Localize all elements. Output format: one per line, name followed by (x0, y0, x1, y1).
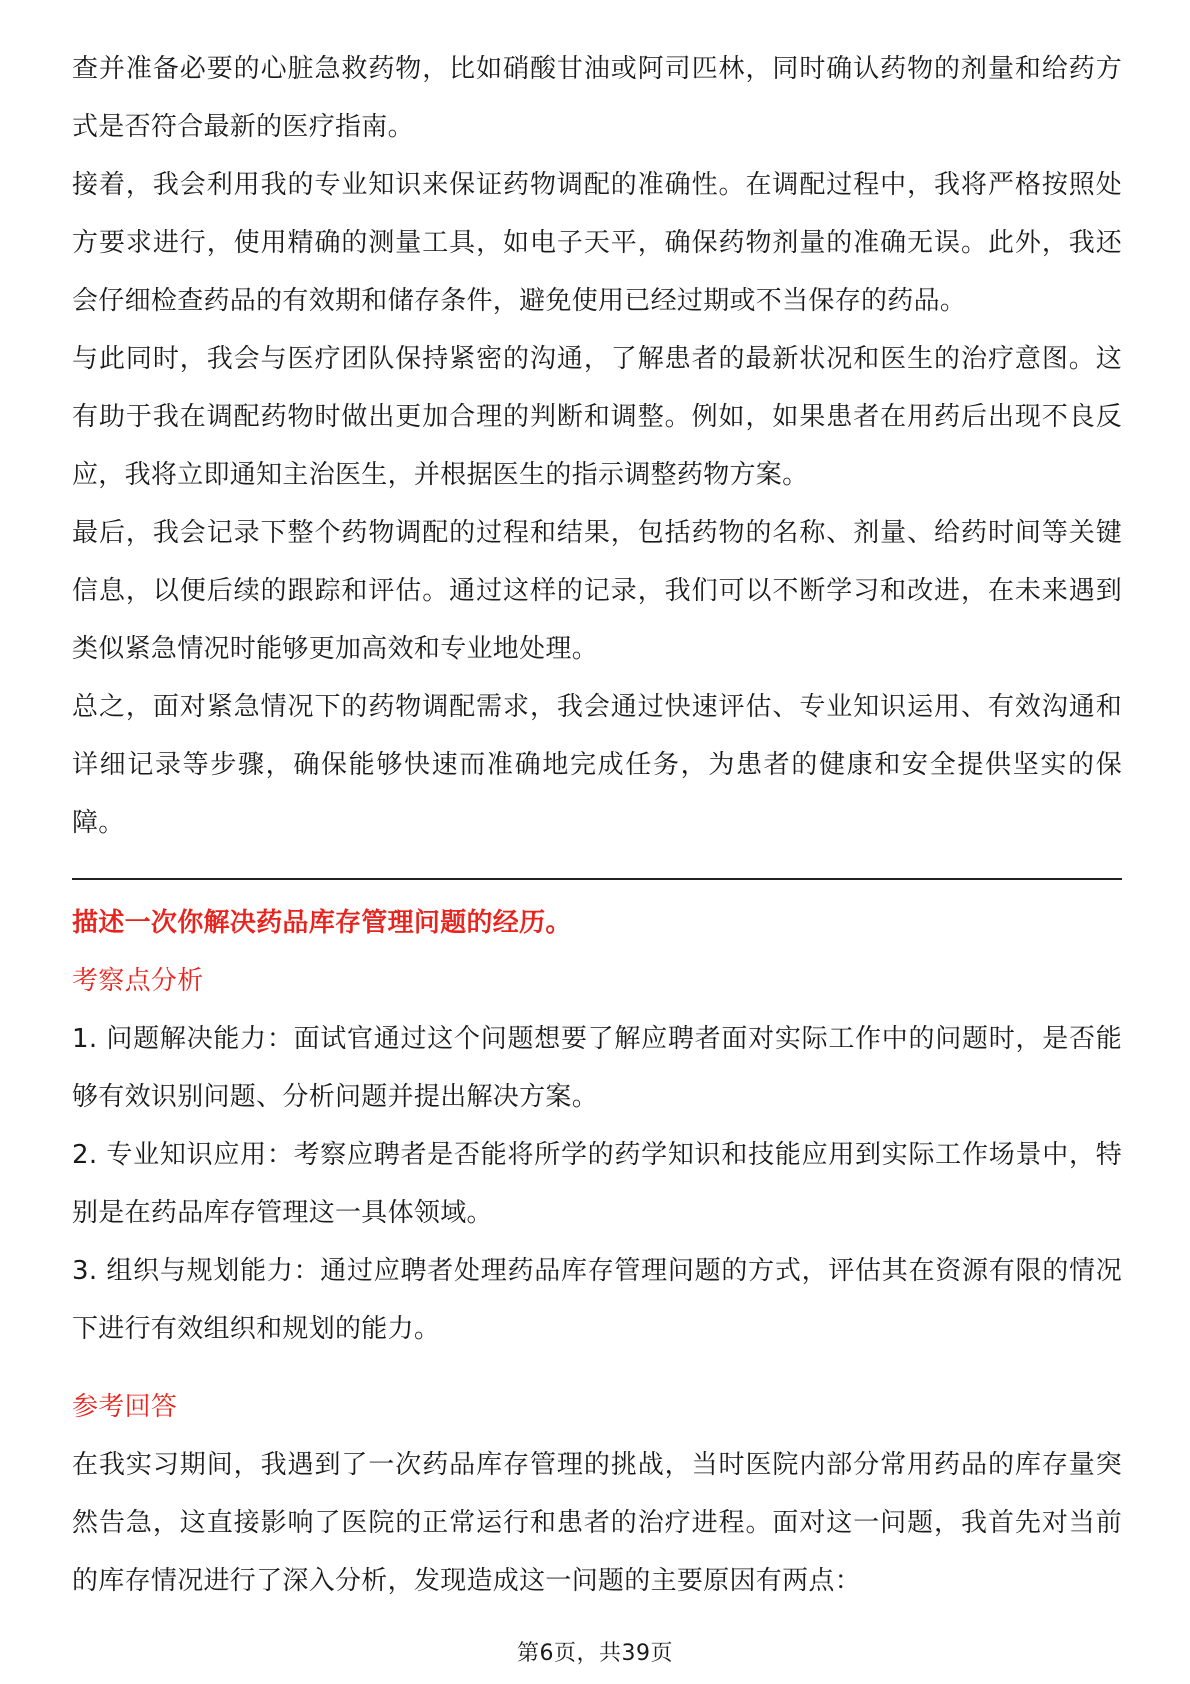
page-number: 第6页，共39页 (517, 1641, 673, 1666)
analysis-point: 1. 问题解决能力：面试官通过这个问题想要了解应聘者面对实际工作中的问题时，是否能够有效识别问题、分析问题并提出解决方案。 (72, 1024, 1122, 1112)
intro-paragraph: 接着，我会利用我的专业知识来保证药物调配的准确性。在调配过程中，我将严格按照处方要求进行，使用精确的测量工具，如电子天平，确保药物剂量的准确无误。此外，我还会仔细检查药品的有效期和储存条件，避免使用已经过期或不当保存的药品。 (72, 170, 1122, 316)
intro-paragraph: 查并准备必要的心脏急救药物，比如硝酸甘油或阿司匹林，同时确认药物的剂量和给药方式是否符合最新的医疗指南。 (72, 54, 1122, 142)
analysis-point: 3. 组织与规划能力：通过应聘者处理药品库存管理问题的方式，评估其在资源有限的情况下进行有效组织和规划的能力。 (72, 1256, 1122, 1344)
answer-heading: 参考回答 (72, 1392, 178, 1422)
document-body (72, 40, 1122, 1610)
analysis-heading: 考察点分析 (72, 966, 204, 996)
section-divider (72, 878, 1122, 880)
question-heading: 描述一次你解决药品库存管理问题的经历。 (72, 908, 572, 938)
answer-paragraph: 在我实习期间，我遇到了一次药品库存管理的挑战，当时医院内部分常用药品的库存量突然告急，这直接影响了医院的正常运行和患者的治疗进程。面对这一问题，我首先对当前的库存情况进行了深入分析，发现造成这一问题的主要原因有两点： (72, 1450, 1122, 1596)
intro-paragraph: 总之，面对紧急情况下的药物调配需求，我会通过快速评估、专业知识运用、有效沟通和详细记录等步骤，确保能够快速而准确地完成任务，为患者的健康和安全提供坚实的保障。 (72, 692, 1122, 838)
intro-paragraph: 最后，我会记录下整个药物调配的过程和结果，包括药物的名称、剂量、给药时间等关键信息，以便后续的跟踪和评估。通过这样的记录，我们可以不断学习和改进，在未来遇到类似紧急情况时能够更加高效和专业地处理。 (72, 518, 1122, 664)
intro-paragraph: 与此同时，我会与医疗团队保持紧密的沟通，了解患者的最新状况和医生的治疗意图。这有助于我在调配药物时做出更加合理的判断和调整。例如，如果患者在用药后出现不良反应，我将立即通知主治医生，并根据医生的指示调整药物方案。 (72, 344, 1122, 490)
analysis-point: 2. 专业知识应用：考察应聘者是否能将所学的药学知识和技能应用到实际工作场景中，特别是在药品库存管理这一具体领域。 (72, 1140, 1122, 1228)
